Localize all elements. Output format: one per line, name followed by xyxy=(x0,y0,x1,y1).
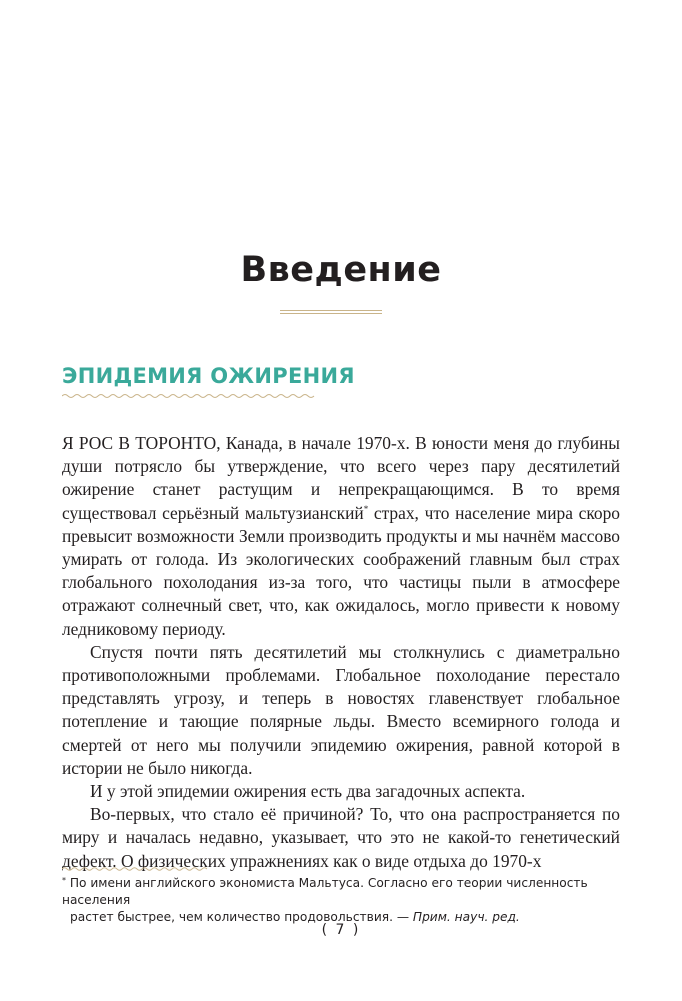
paragraph-1-part-b: страх, что население мира скоро превысит возможности Земли производить продукты и мы начнём массово умирать от голода. Из экологических соображений главным был страх глобального похолодания из-за того, что частицы пыли в атмосфере отражают солнечный свет, что, как ожидалось, могло привести к новому ледниковому периоду. xyxy=(62,502,620,639)
paragraph-4: Во-первых, что стало её причиной? То, что она распространяется по миру и началась недавно, указывает, что это не какой-то генетический дефект. О физических упражнениях как о виде отдыха до 1970-х xyxy=(62,804,620,871)
section-title: ЭПИДЕМИЯ ОЖИРЕНИЯ xyxy=(62,364,355,388)
paragraph-3: И у этой эпидемии ожирения есть два загадочных аспекта. xyxy=(90,781,526,802)
paragraph-1 xyxy=(62,432,620,641)
chapter-title: Введение xyxy=(240,250,442,290)
paragraph-1-part-a: Я РОС В ТОРОНТО, Канада, в начале 1970-х. В юности меня до глубины души потрясло бы утверждение, что всего через пару десятилетий ожирение станет растущим и непрекращающимся. В то время существовал серьёзный мальтузианский xyxy=(62,433,620,523)
footnote xyxy=(62,872,622,926)
page-number: ( 7 ) xyxy=(321,922,361,938)
footnote-reference-mark: * xyxy=(363,503,369,514)
title-underline xyxy=(280,310,382,311)
footnote-editor-note: Прим. науч. ред. xyxy=(412,910,520,924)
footnote-mark: * xyxy=(62,876,66,885)
paragraph-2: Спустя почти пять десятилетий мы столкнулись с диаметрально противоположными проблемами. Глобальное похолодание перестало представлять угрозу, и теперь в новостях главенствует глобальное потепление и тающие полярные льды. Вместо всемирного голода и смертей от него мы получили эпидемию ожирения, равной которой в истории не было никогда. xyxy=(62,641,620,778)
footnote-line-1: По имени английского экономиста Мальтуса. Согласно его теории численность населения xyxy=(62,876,588,907)
body-text xyxy=(62,432,620,873)
section-wave-divider xyxy=(62,392,316,400)
footnote-line-2-text: растет быстрее, чем количество продовольствия. — xyxy=(70,910,413,924)
title-underline-second xyxy=(280,313,382,314)
